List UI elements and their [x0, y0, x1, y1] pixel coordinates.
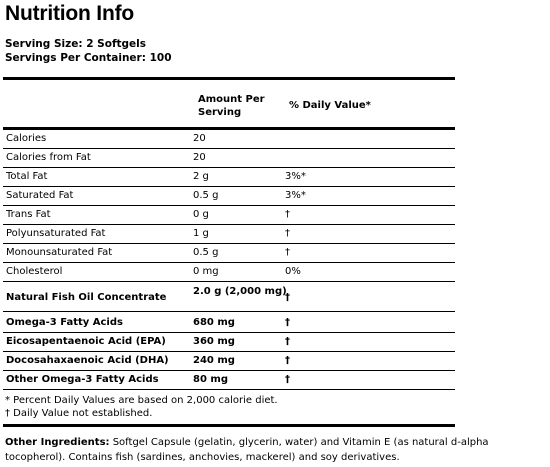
row-divider	[3, 224, 455, 225]
row-divider	[3, 281, 455, 282]
row-monounsaturated-fat-name: Monounsaturated Fat	[6, 247, 113, 258]
row-calories-from-fat-name: Calories from Fat	[6, 152, 91, 163]
row-dha-amount: 240 mg	[193, 355, 235, 366]
footnote-percent: * Percent Daily Values are based on 2,000 calorie diet.	[5, 395, 278, 406]
row-total-fat-dv: 3%*	[285, 171, 306, 182]
row-trans-fat-amount: 0 g	[193, 209, 209, 220]
row-divider	[3, 351, 455, 352]
row-dha-dv: †	[285, 355, 290, 366]
row-divider	[3, 186, 455, 187]
row-saturated-fat-amount: 0.5 g	[193, 190, 219, 201]
row-omega-3-amount: 680 mg	[193, 317, 235, 328]
row-epa-name: Eicosapentaenoic Acid (EPA)	[6, 336, 166, 347]
amount-header-line2: Serving	[198, 107, 242, 118]
row-other-omega-3-amount: 80 mg	[193, 374, 228, 385]
row-divider	[3, 243, 455, 244]
footnote-dagger: † Daily Value not established.	[5, 408, 153, 419]
row-saturated-fat-dv: 3%*	[285, 190, 306, 201]
row-saturated-fat-name: Saturated Fat	[6, 190, 74, 201]
daily-value-header: % Daily Value*	[289, 100, 371, 111]
row-other-omega-3-name: Other Omega-3 Fatty Acids	[6, 374, 159, 385]
header-thick-rule	[3, 127, 455, 130]
row-divider	[3, 332, 455, 333]
row-calories-amount: 20	[193, 133, 206, 144]
row-trans-fat-name: Trans Fat	[6, 209, 51, 220]
other-ingredients-text: Softgel Capsule (gelatin, glycerin, water) and Vitamin E (as natural d-alpha tocopherol). Contains fish (sardines, anchovies, mackerel) and soy derivatives.	[5, 437, 489, 463]
row-cholesterol-name: Cholesterol	[6, 266, 63, 277]
amount-header	[198, 93, 265, 119]
row-fish-oil-concentrate-name: Natural Fish Oil Concentrate	[6, 292, 167, 303]
other-ingredients	[5, 435, 550, 465]
row-divider	[3, 205, 455, 206]
row-cholesterol-dv: 0%	[285, 266, 301, 277]
row-divider	[3, 370, 455, 371]
row-cholesterol-amount: 0 mg	[193, 266, 219, 277]
row-calories-from-fat-amount: 20	[193, 152, 206, 163]
row-divider	[3, 167, 455, 168]
row-omega-3-dv: †	[285, 317, 290, 328]
row-divider	[3, 148, 455, 149]
row-monounsaturated-fat-amount: 0.5 g	[193, 247, 219, 258]
row-monounsaturated-fat-dv: †	[285, 247, 290, 258]
other-ingredients-label: Other Ingredients:	[5, 437, 110, 448]
row-omega-3-name: Omega-3 Fatty Acids	[6, 317, 123, 328]
row-other-omega-3-dv: †	[285, 374, 290, 385]
row-total-fat-amount: 2 g	[193, 171, 209, 182]
servings-per-container: Servings Per Container: 100	[5, 52, 172, 64]
top-thick-rule	[3, 77, 455, 80]
row-fish-oil-concentrate-dv: †	[285, 292, 290, 303]
amount-header-line1: Amount Per	[198, 94, 265, 105]
row-divider	[3, 262, 455, 263]
row-polyunsaturated-fat-dv: †	[285, 228, 290, 239]
row-divider	[3, 311, 455, 312]
row-epa-dv: †	[285, 336, 290, 347]
page-title: Nutrition Info	[5, 2, 134, 25]
row-total-fat-name: Total Fat	[6, 171, 48, 182]
row-divider	[3, 389, 455, 390]
row-dha-name: Docosahaxaenoic Acid (DHA)	[6, 355, 169, 366]
row-trans-fat-dv: †	[285, 209, 290, 220]
row-calories-name: Calories	[6, 133, 47, 144]
row-fish-oil-concentrate-amount: 2.0 g (2,000 mg)	[193, 286, 287, 297]
row-polyunsaturated-fat-name: Polyunsaturated Fat	[6, 228, 106, 239]
bottom-thick-rule	[3, 424, 455, 427]
row-epa-amount: 360 mg	[193, 336, 235, 347]
row-polyunsaturated-fat-amount: 1 g	[193, 228, 209, 239]
serving-size: Serving Size: 2 Softgels	[5, 38, 147, 50]
